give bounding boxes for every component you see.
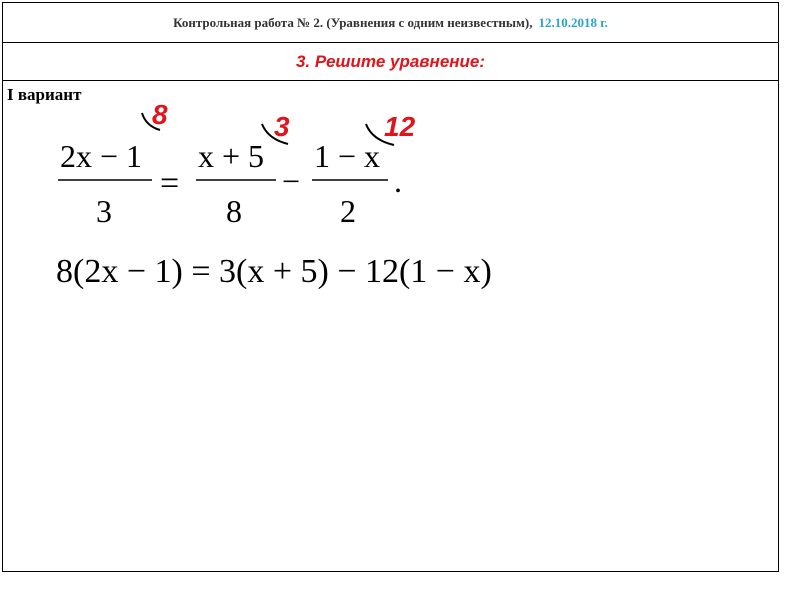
fraction3-denominator: 2 <box>340 193 356 229</box>
header-date: 12.10.2018 г. <box>538 14 608 30</box>
fraction1-numerator: 2x − 1 <box>60 138 143 174</box>
multiplier-8: 8 <box>152 99 168 130</box>
multiplier-12: 12 <box>384 111 416 142</box>
fraction2-denominator: 8 <box>226 193 242 229</box>
fraction2-numerator: x + 5 <box>198 138 265 174</box>
fraction3-numerator: 1 − x <box>314 138 381 174</box>
minus-sign: − <box>282 163 301 199</box>
equals-sign: = <box>160 165 180 202</box>
result-equation: 8(2x − 1) = 3(x + 5) − 12(1 − x) <box>56 253 492 290</box>
multiplier-3: 3 <box>274 111 290 142</box>
fraction1-denominator: 3 <box>96 193 112 229</box>
header-title: Контрольная работа № 2. (Уравнения с одним неизвестным), <box>173 14 533 30</box>
variant-label: I вариант <box>7 85 82 104</box>
task-title: 3. Решите уравнение: <box>295 51 486 71</box>
equation-period: . <box>394 163 402 199</box>
